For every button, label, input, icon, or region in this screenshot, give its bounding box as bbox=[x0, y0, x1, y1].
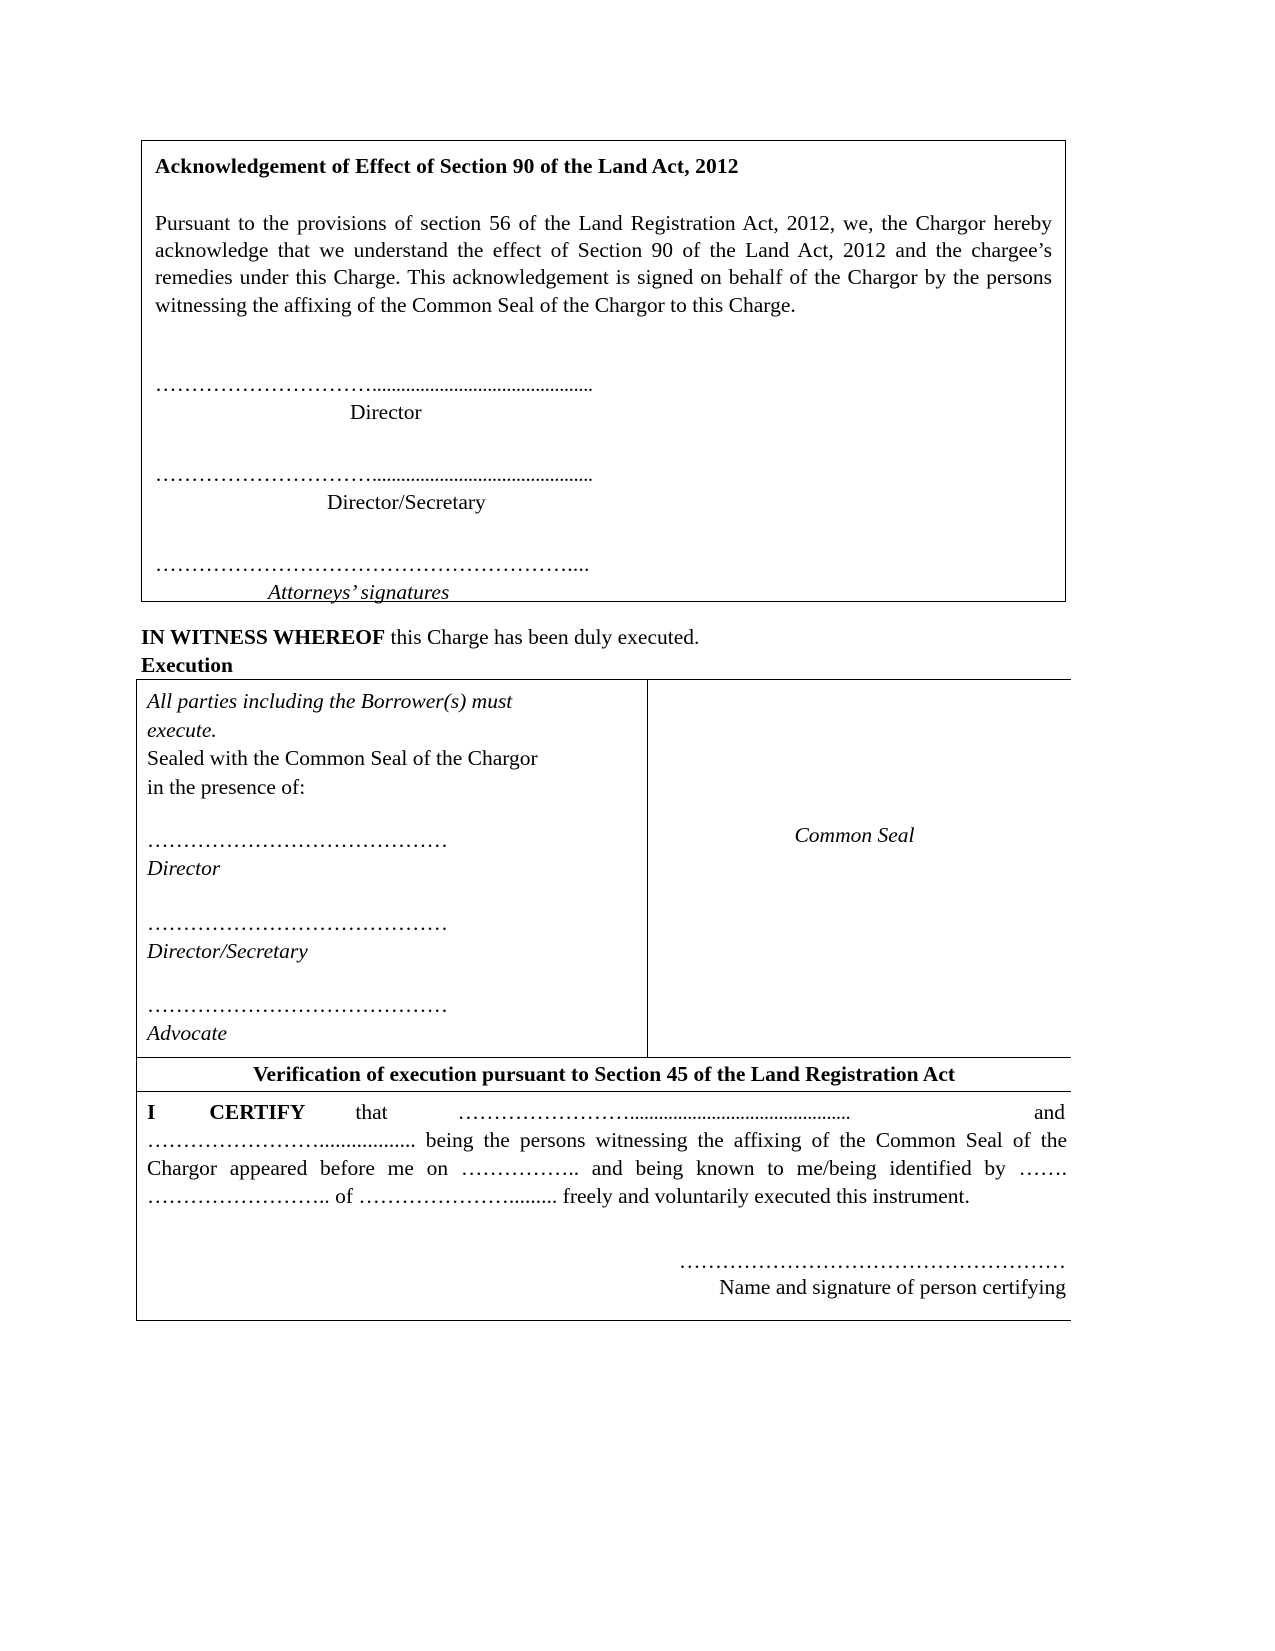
execution-seal-line-1: Sealed with the Common Seal of the Chargor bbox=[147, 746, 538, 771]
signature-line-attorneys[interactable] bbox=[155, 553, 1052, 576]
ellipsis-dots: ………………………… bbox=[155, 373, 372, 397]
verification-header: Verification of execution pursuant to Section 45 of the Land Registration Act bbox=[137, 1057, 1071, 1092]
spacer bbox=[305, 1099, 355, 1127]
execution-instruction-line-2: execute. bbox=[147, 717, 217, 742]
signature-caption-director-secretary: Director/Secretary bbox=[327, 490, 486, 514]
execution-seal-line-2: in the presence of: bbox=[147, 774, 306, 799]
period-dots: .............................................. bbox=[372, 374, 593, 397]
ellipsis-dots: ………………………… bbox=[155, 463, 372, 486]
execution-left-cell bbox=[137, 680, 648, 1057]
certifier-signature-caption: Name and signature of person certifying bbox=[719, 1275, 1066, 1300]
signature-line-director[interactable] bbox=[155, 373, 1052, 396]
signature-caption-attorneys: Attorneys’ signatures bbox=[268, 579, 450, 604]
acknowledgement-title: Acknowledgement of Effect of Section 90 of the Land Act, 2012 bbox=[155, 154, 739, 178]
certify-i: I bbox=[147, 1100, 156, 1125]
common-seal-label: Common Seal bbox=[794, 823, 915, 847]
execution-signature-caption-director: Director bbox=[147, 856, 221, 881]
execution-signature-line-director-secretary[interactable]: …………………………………… bbox=[147, 911, 448, 935]
execution-table-row bbox=[137, 680, 1071, 1057]
certify-line-1 bbox=[147, 1099, 1067, 1127]
execution-heading: Execution bbox=[141, 653, 233, 677]
acknowledgement-box bbox=[141, 140, 1066, 602]
certifier-signature-line[interactable]: ……………………………………………… bbox=[679, 1249, 1066, 1274]
ellipsis-dots: …………………… bbox=[457, 1100, 630, 1125]
spacer bbox=[388, 1099, 458, 1127]
signature-line-director-secretary[interactable] bbox=[155, 463, 1052, 486]
certify-that: that bbox=[355, 1100, 388, 1125]
signature-block-director-secretary bbox=[155, 463, 1052, 517]
certify-blank-name[interactable] bbox=[458, 1099, 851, 1127]
execution-right-cell bbox=[648, 680, 1071, 1057]
execution-signature-caption-advocate: Advocate bbox=[147, 1021, 227, 1046]
signature-block-director bbox=[155, 373, 1052, 427]
ellipsis-dots: ………………………………………………….... bbox=[155, 552, 590, 576]
acknowledgement-body: Pursuant to the provisions of section 56 of the Land Registration Act, 2012, we, the Chargor hereby acknowledge that we understand the effect of Section 90 of the Land Act, 2012 and the chargee’s remedies under this Charge. This acknowledgement is signed on behalf of the Chargor by the persons witnessing the affixing of the Common Seal of the Chargor to this Charge. bbox=[155, 210, 1052, 317]
certify-keyword: CERTIFY bbox=[209, 1100, 306, 1125]
witness-bold-lead: IN WITNESS WHEREOF bbox=[141, 625, 386, 649]
execution-signature-line-advocate[interactable]: …………………………………… bbox=[147, 994, 448, 1018]
signature-caption-director: Director bbox=[350, 400, 422, 425]
certify-body: …………………….................. being the persons witnessing the affixing of the Common Seal of the Chargor appeared before me on …………….. and being known to me/being identified by ……. …………………….. of …………………......... freely and voluntarily executed this instrument. bbox=[147, 1128, 1067, 1209]
period-dots: .............................................. bbox=[629, 1102, 851, 1125]
certify-block bbox=[137, 1092, 1071, 1320]
period-dots: .............................................. bbox=[372, 464, 593, 486]
certify-and: and bbox=[1033, 1100, 1065, 1125]
execution-signature-line-director[interactable]: …………………………………… bbox=[147, 829, 448, 853]
execution-instruction-line-1: All parties including the Borrower(s) must bbox=[147, 689, 513, 713]
execution-signature-caption-director-secretary: Director/Secretary bbox=[147, 938, 308, 963]
signature-block-attorneys bbox=[155, 553, 1052, 607]
witness-statement bbox=[141, 624, 1071, 652]
witness-rest: this Charge has been duly executed. bbox=[385, 625, 700, 649]
execution-table bbox=[136, 679, 1071, 1321]
spacer bbox=[155, 1099, 209, 1127]
